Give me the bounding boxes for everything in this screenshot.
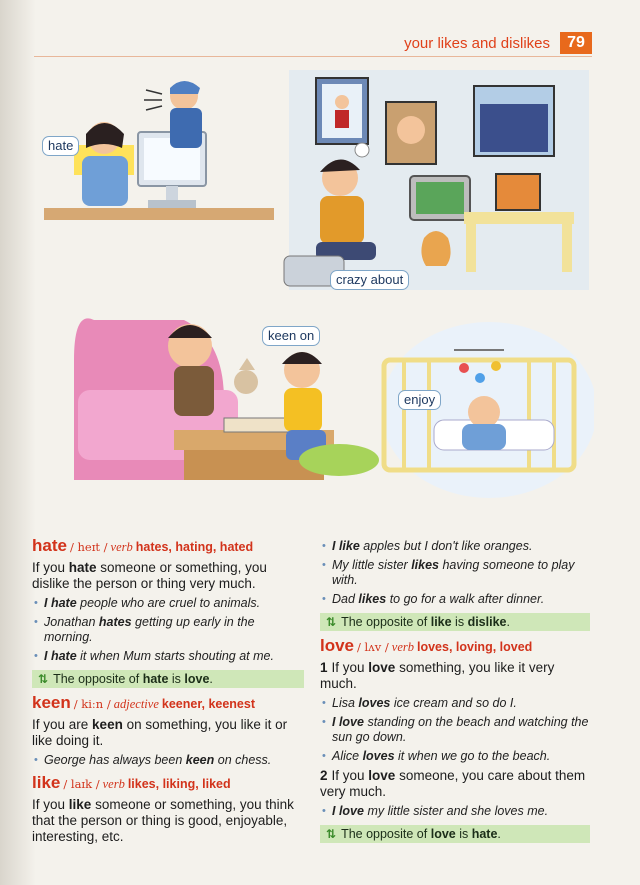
example: • My little sister likes having someone to play with. — [320, 558, 590, 588]
definition: If you hate someone or something, you dislike the person or thing very much. — [32, 560, 267, 591]
part-of-speech: verb — [391, 640, 414, 654]
example: • I hate it when Mum starts shouting at me. — [32, 649, 304, 664]
headword: like — [32, 773, 61, 792]
section-title: your likes and dislikes — [404, 34, 550, 52]
tag-keen-on: keen on — [262, 326, 320, 346]
example: • George has always been keen on chess. — [32, 753, 304, 768]
opposite-note: ⇅ The opposite of love is hate. — [320, 825, 590, 843]
tag-enjoy: enjoy — [398, 390, 441, 410]
example: • Jonathan hates getting up early in the morning. — [32, 615, 304, 645]
scene-keen-on — [74, 318, 379, 480]
definition: If you are keen on something, you like it or like doing it. — [32, 717, 288, 748]
definition: If you like someone or something, you think that the person or thing is good, enjoyable, interesting, etc. — [32, 797, 294, 844]
example: • Dad likes to go for a walk after dinner. — [320, 592, 590, 607]
page-header — [404, 32, 592, 54]
header-divider — [34, 56, 592, 57]
likes-dislikes-scene — [34, 60, 594, 515]
definition: 1 If you love something, you like it very much. — [320, 660, 555, 691]
right-column — [320, 537, 590, 843]
entry-keen — [32, 694, 304, 768]
example: • Alice loves it when we go to the beach. — [320, 749, 590, 764]
pronunciation: / lʌv / — [357, 640, 389, 654]
part-of-speech: adjective — [113, 697, 159, 711]
opposite-arrows-icon: ⇅ — [38, 672, 49, 686]
example: • I hate people who are cruel to animals. — [32, 596, 304, 611]
pronunciation: / heɪt / — [69, 540, 108, 554]
word-forms: keener, keenest — [161, 697, 255, 711]
sense-number: 2 — [320, 768, 328, 783]
word-forms: likes, liking, liked — [127, 777, 231, 791]
headword-line — [32, 537, 304, 556]
headword: keen — [32, 693, 71, 712]
headword-line — [32, 774, 304, 793]
word-forms: hates, hating, hated — [135, 540, 254, 554]
entry-hate — [32, 537, 304, 688]
headword-line — [32, 694, 304, 713]
headword: hate — [32, 536, 67, 555]
page-gutter-shadow — [0, 0, 36, 885]
left-column — [32, 537, 304, 845]
example: • Lisa loves ice cream and so do I. — [320, 696, 590, 711]
entry-like — [32, 774, 304, 845]
opposite-note: ⇅ The opposite of like is dislike. — [320, 613, 590, 631]
scene-crazy-about — [284, 70, 589, 290]
illustration — [34, 60, 594, 515]
pronunciation: / laɪk / — [63, 777, 100, 791]
definition: 2 If you love someone, you care about them very much. — [320, 768, 586, 799]
opposite-arrows-icon: ⇅ — [326, 827, 337, 841]
opposite-note: ⇅ The opposite of hate is love. — [32, 670, 304, 688]
tag-crazy-about: crazy about — [330, 270, 409, 290]
tag-hate: hate — [42, 136, 79, 156]
page-number: 79 — [560, 32, 592, 54]
example: • I like apples but I don't like oranges. — [320, 539, 590, 554]
headword-line — [320, 637, 590, 656]
scene-hate — [42, 70, 302, 240]
pronunciation: / kiːn / — [73, 697, 111, 711]
scene-enjoy — [381, 322, 594, 498]
part-of-speech: verb — [102, 777, 125, 791]
example: • I love my little sister and she loves me. — [320, 804, 590, 819]
opposite-arrows-icon: ⇅ — [326, 615, 337, 629]
example: • I love standing on the beach and watching the sun go down. — [320, 715, 590, 745]
word-forms: loves, loving, loved — [416, 640, 533, 654]
part-of-speech: verb — [110, 540, 133, 554]
headword: love — [320, 636, 355, 655]
entry-love — [320, 637, 590, 843]
sense-number: 1 — [320, 660, 328, 675]
